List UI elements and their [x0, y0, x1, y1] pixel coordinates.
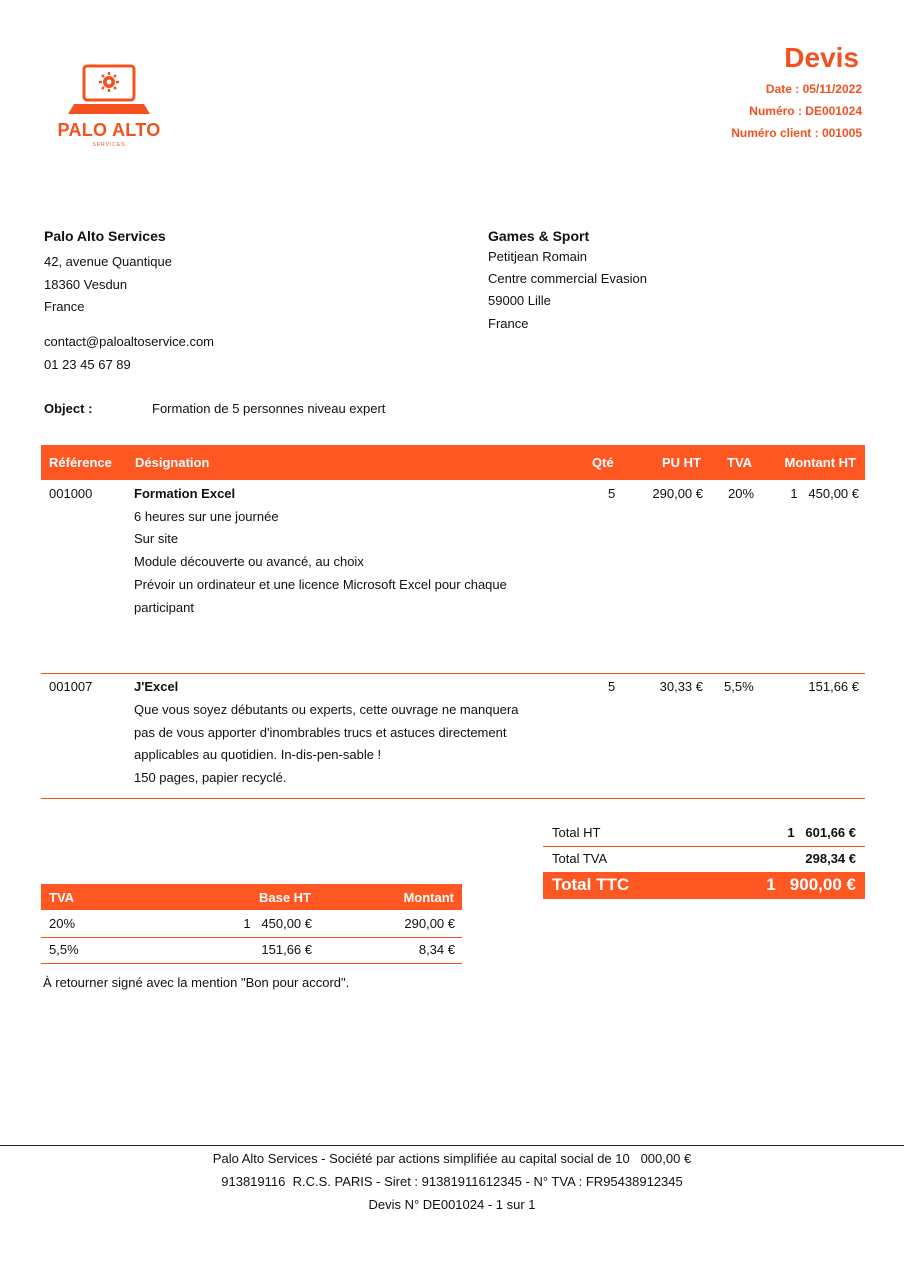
vat-base: 1 450,00 €: [243, 916, 312, 931]
row-description-line: participant: [134, 600, 194, 615]
row-description-line: 150 pages, papier recyclé.: [134, 770, 287, 785]
row-pu-ht: 30,33 €: [659, 679, 703, 694]
footer-company-info: Palo Alto Services - Société par actions simplifiée au capital social de 10 000,00 €: [212, 1151, 692, 1166]
vat-table-header: [41, 884, 462, 910]
company-logo: [54, 62, 166, 154]
recipient-address-line: 59000 Lille: [488, 293, 551, 308]
row-title: Formation Excel: [134, 486, 236, 501]
row-pu-ht: 290,00 €: [652, 486, 703, 501]
sender-address-line: 18360 Vesdun: [44, 277, 128, 292]
header-designation: Désignation: [135, 455, 210, 470]
object-value: Formation de 5 personnes niveau expert: [152, 401, 386, 416]
vat-amount: 8,34 €: [418, 942, 455, 957]
header-qty: Qté: [592, 455, 614, 470]
row-amount-ht: 1 450,00 €: [790, 486, 859, 501]
sender-address-line: France: [44, 299, 85, 314]
document-date: Date : 05/11/2022: [765, 82, 862, 96]
vat-header-base: Base HT: [258, 890, 311, 905]
logo-name: PALO ALTO: [57, 120, 161, 140]
logo-subtitle: SERVICES: [92, 142, 126, 148]
total-ttc-value: 1 900,00 €: [766, 875, 856, 894]
header-pu-ht: PU HT: [662, 455, 701, 470]
laptop-gear-icon: [54, 62, 166, 118]
sender-email[interactable]: contact@paloaltoservice.com: [44, 334, 214, 349]
document-title: Devis: [784, 42, 859, 73]
vat-rate: 5,5%: [49, 942, 79, 957]
object-label: Object :: [44, 401, 93, 416]
footer-page-number: Devis N° DE001024 - 1 sur 1: [368, 1197, 536, 1212]
totals-divider: [543, 846, 865, 847]
recipient-address-line: Centre commercial Evasion: [488, 271, 647, 286]
row-description-line: Prévoir un ordinateur et une licence Microsoft Excel pour chaque: [134, 577, 507, 592]
row-reference: 001000: [49, 486, 93, 501]
vat-amount: 290,00 €: [404, 916, 455, 931]
row-description-line: applicables au quotidien. In-dis-pen-sable !: [134, 747, 382, 762]
total-ht-label: Total HT: [552, 825, 601, 840]
vat-base: 151,66 €: [261, 942, 312, 957]
client-number: Numéro client : 001005: [731, 126, 862, 140]
document-number: Numéro : DE001024: [749, 104, 862, 118]
row-description-line: Sur site: [134, 531, 179, 546]
recipient-address-line: Petitjean Romain: [488, 249, 587, 264]
row-divider: [41, 673, 865, 674]
vat-header-amount: Montant: [403, 890, 454, 905]
total-tva-value: 298,34 €: [805, 851, 856, 866]
vat-row-divider: [41, 937, 462, 938]
row-qty: 5: [608, 486, 616, 501]
row-description-line: 6 heures sur une journée: [134, 509, 279, 524]
header-amount-ht: Montant HT: [784, 455, 856, 470]
total-ttc-label: Total TTC: [552, 875, 630, 894]
sender-name: Palo Alto Services: [44, 228, 166, 244]
footer-divider: [0, 1145, 904, 1146]
header-tva: TVA: [727, 455, 753, 470]
row-description-line: Module découverte ou avancé, au choix: [134, 554, 364, 569]
vat-header-rate: TVA: [49, 890, 75, 905]
total-ht-value: 1 601,66 €: [787, 825, 856, 840]
vat-row-divider: [41, 963, 462, 964]
row-description-line: Que vous soyez débutants ou experts, cette ouvrage ne manquera: [134, 702, 519, 717]
sender-address-line: 42, avenue Quantique: [44, 254, 172, 269]
recipient-address-line: France: [488, 316, 529, 331]
signature-notice: À retourner signé avec la mention "Bon pour accord".: [43, 975, 350, 990]
row-divider: [41, 798, 865, 799]
row-tva: 5,5%: [724, 679, 754, 694]
row-description-line: pas de vous apporter d'inombrables trucs et astuces directement: [134, 725, 507, 740]
total-ttc-bar: [543, 872, 865, 899]
header-reference: Référence: [49, 455, 112, 470]
footer-registration: 913819116 R.C.S. PARIS - Siret : 91381911612345 - N° TVA : FR95438912345: [221, 1174, 683, 1189]
row-tva: 20%: [728, 486, 755, 501]
row-reference: 001007: [49, 679, 93, 694]
row-qty: 5: [608, 679, 616, 694]
items-table-header: [41, 445, 865, 480]
vat-rate: 20%: [49, 916, 76, 931]
sender-phone: 01 23 45 67 89: [44, 357, 131, 372]
row-title: J'Excel: [134, 679, 179, 694]
recipient-name: Games & Sport: [488, 228, 590, 244]
row-amount-ht: 151,66 €: [808, 679, 859, 694]
total-tva-label: Total TVA: [552, 851, 608, 866]
